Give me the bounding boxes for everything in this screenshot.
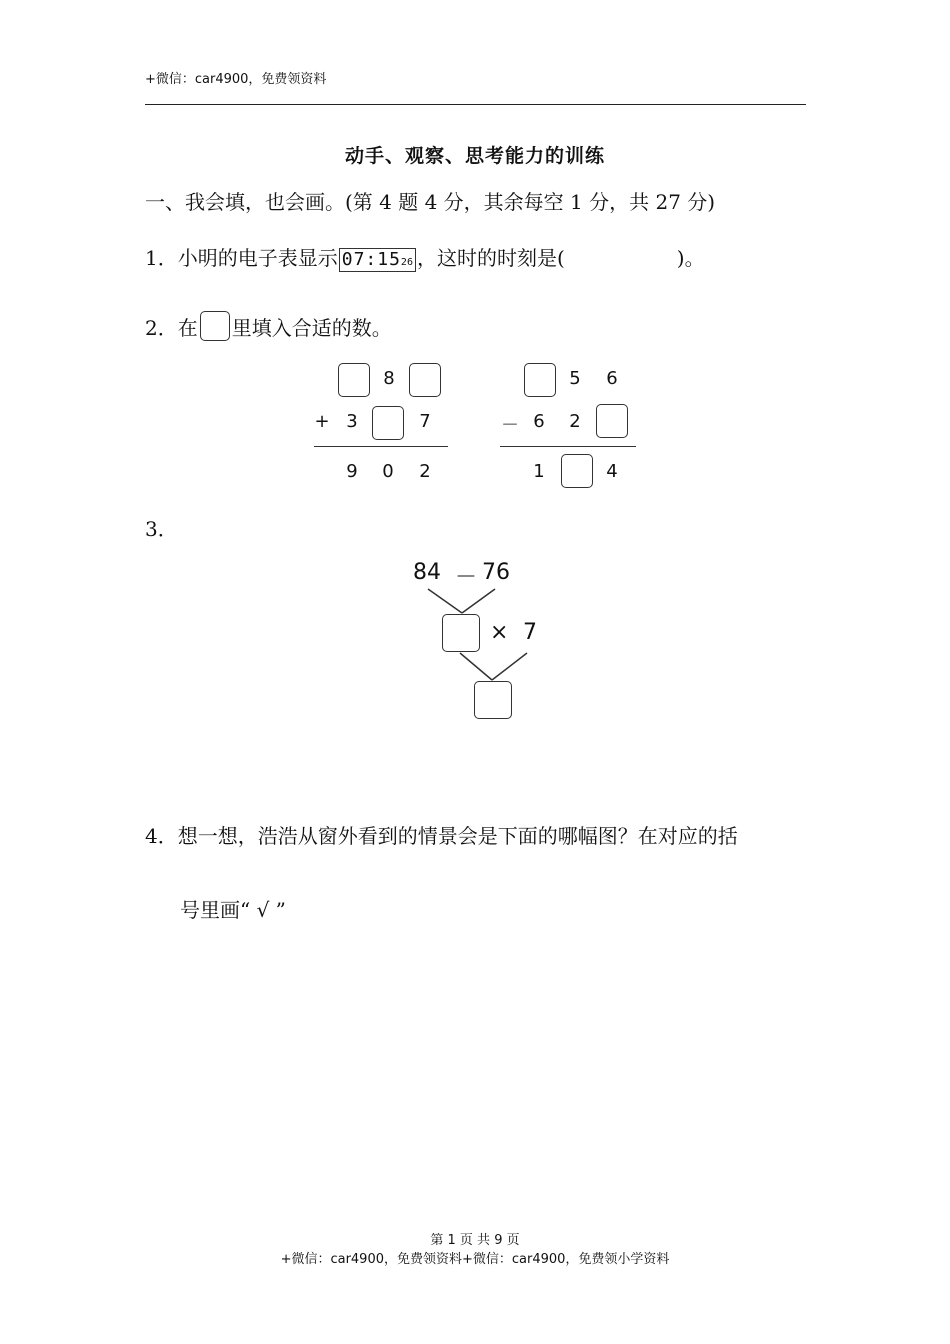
clock-time: 07:15 — [341, 248, 401, 270]
sub-result-a: 1 — [533, 461, 545, 482]
add-row2-c: 7 — [419, 411, 431, 432]
section-heading: 一、我会填，也会画。(第 4 题 4 分，其余每空 1 分，共 27 分) — [145, 190, 716, 214]
add-row1-b: 8 — [383, 368, 395, 389]
sub-diff-line — [500, 446, 636, 447]
answer-box-icon — [200, 311, 230, 341]
header-rule — [145, 104, 806, 105]
footer-note: +微信：car4900，免费领资料+微信：car4900，免费领小学资料 — [280, 1252, 670, 1267]
question-2 — [145, 311, 392, 341]
header-note: +微信：car4900，免费领资料 — [145, 72, 327, 87]
clock-seconds: 26 — [400, 256, 413, 268]
sub-row2-a: 6 — [533, 411, 545, 432]
tree-left-number: 84 — [413, 560, 441, 585]
tree-right-number: 76 — [482, 560, 510, 585]
add-result-c: 2 — [419, 461, 431, 482]
add-box-row1-a[interactable] — [338, 363, 370, 397]
tree-multiplier: 7 — [523, 620, 537, 645]
tree-minus: － — [455, 565, 478, 590]
q1-suffix: ，这时的时刻是( — [416, 246, 565, 270]
q2-suffix: 里填入合适的数。 — [231, 316, 392, 340]
q2-prefix: 2．在 — [145, 316, 198, 340]
page-title: 动手、观察、思考能力的训练 — [344, 145, 605, 167]
tree-box-middle[interactable] — [442, 614, 480, 652]
digital-clock-icon — [339, 248, 416, 272]
tree-branch-lines — [420, 585, 540, 685]
sub-box-row1-a[interactable] — [524, 363, 556, 397]
tree-times: × — [490, 620, 509, 645]
q1-prefix: 1．小明的电子表显示 — [145, 246, 338, 270]
question-3-number: 3． — [145, 517, 178, 541]
add-box-row1-c[interactable] — [409, 363, 441, 397]
sub-op: － — [501, 415, 519, 436]
add-result-a: 9 — [346, 461, 358, 482]
add-box-row2-b[interactable] — [372, 406, 404, 440]
sub-box-row2-c[interactable] — [596, 404, 628, 438]
add-sum-line — [314, 446, 448, 447]
question-4-line1: 4．想一想，浩浩从窗外看到的情景会是下面的哪幅图？在对应的括 — [145, 824, 738, 848]
tree-box-result[interactable] — [474, 681, 512, 719]
sub-box-result-b[interactable] — [561, 454, 593, 488]
sub-row1-b: 5 — [569, 368, 581, 389]
add-row2-a: 3 — [346, 411, 358, 432]
question-4-line2: 号里画“ √ ” — [180, 898, 286, 922]
sub-row2-b: 2 — [569, 411, 581, 432]
q1-close: )。 — [676, 246, 705, 270]
sub-row1-c: 6 — [606, 368, 618, 389]
add-result-b: 0 — [382, 461, 394, 482]
add-op: + — [314, 411, 330, 432]
question-1 — [145, 242, 705, 272]
page-number: 第 1 页 共 9 页 — [430, 1233, 520, 1248]
sub-result-c: 4 — [606, 461, 618, 482]
